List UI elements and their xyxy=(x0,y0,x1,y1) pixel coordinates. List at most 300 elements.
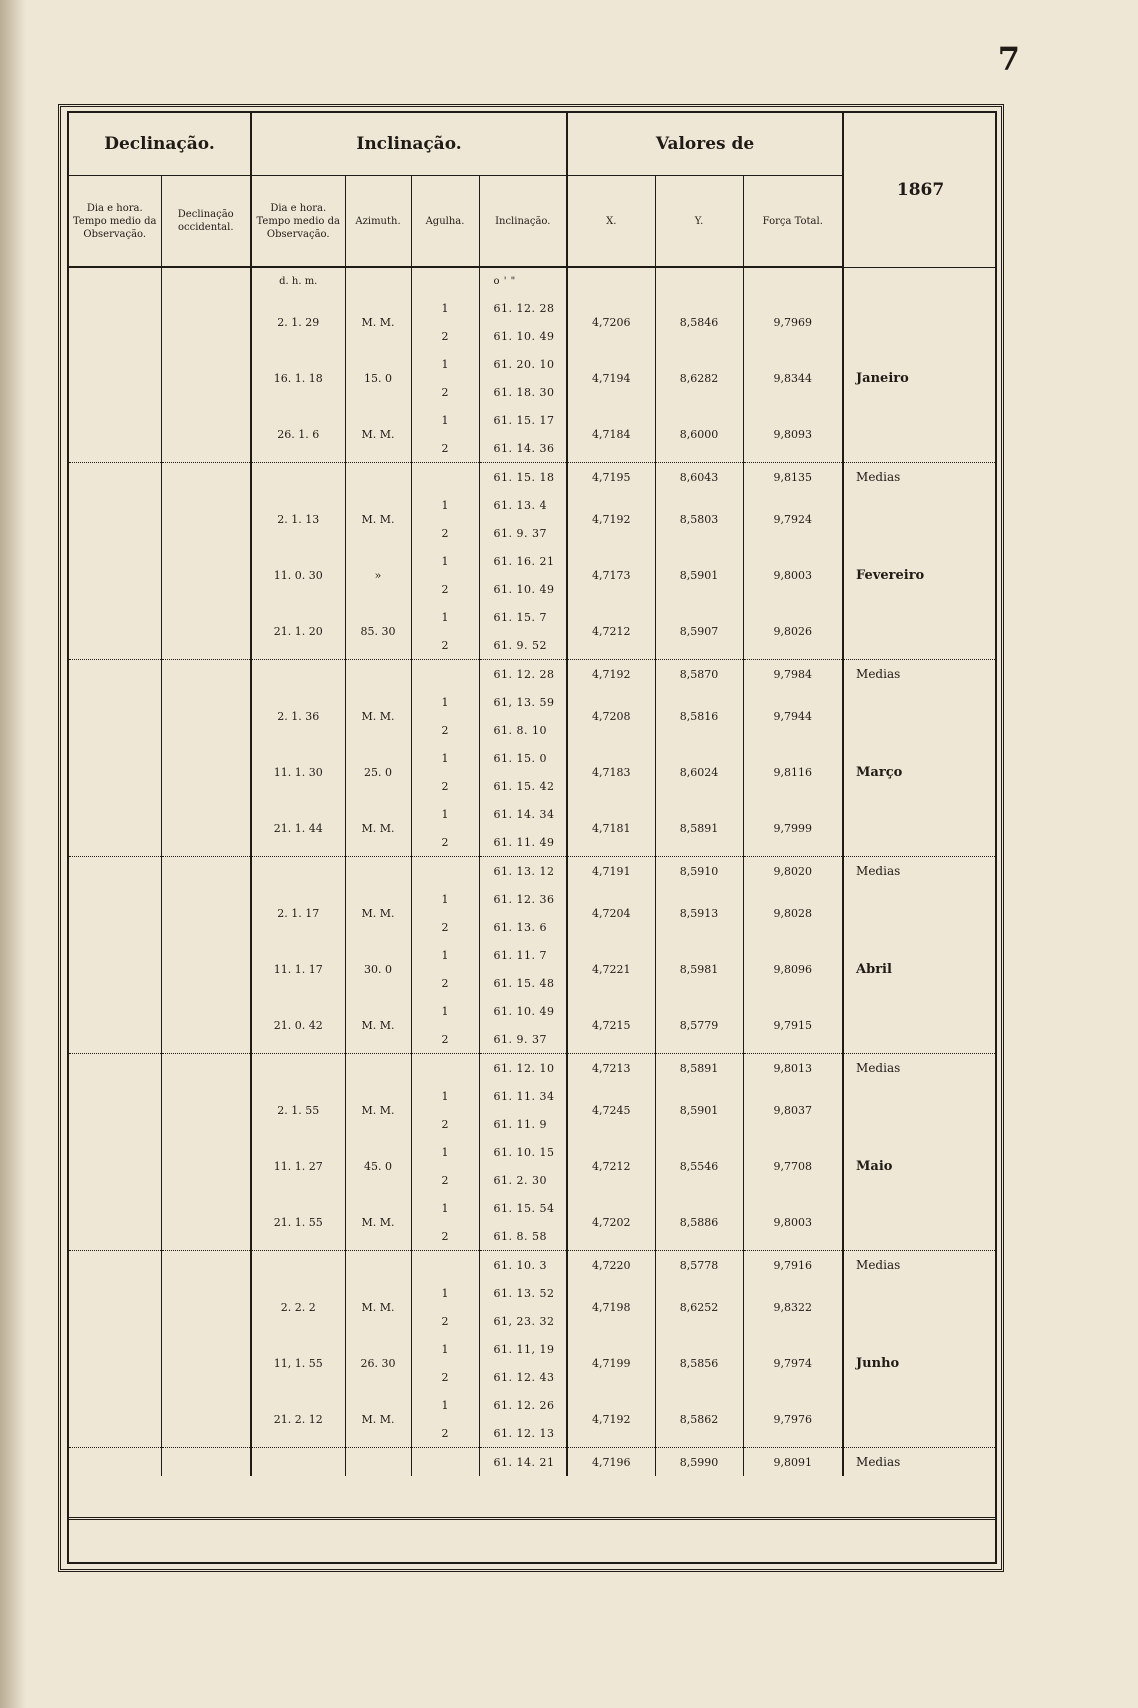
col-azimuth: Azimuth. xyxy=(345,176,411,268)
mean-blank xyxy=(251,463,345,492)
medias-label: Medias xyxy=(843,1251,997,1280)
medias-label: Medias xyxy=(843,463,997,492)
mean-blank xyxy=(251,1251,345,1280)
cell-inclinacao-1: 61. 15. 7 xyxy=(479,603,567,631)
cell-x: 4,7245 xyxy=(567,1082,655,1138)
cell-y: 8,6252 xyxy=(655,1279,743,1335)
cell-time: 21. 2. 12 xyxy=(251,1391,345,1448)
table-row xyxy=(69,1082,997,1110)
mean-y: 8,5870 xyxy=(655,660,743,689)
page-number: 7 xyxy=(997,40,1020,78)
cell-y: 8,6024 xyxy=(655,744,743,800)
cell-inclinacao-1: 61. 20. 10 xyxy=(479,350,567,378)
cell-y: 8,5856 xyxy=(655,1335,743,1391)
mean-blank xyxy=(251,1448,345,1477)
cell-agulha-1: 1 xyxy=(411,1082,479,1110)
table-row xyxy=(69,406,997,434)
col-inclinacao: Inclinação. xyxy=(479,176,567,268)
cell-azimuth: 45. 0 xyxy=(345,1138,411,1194)
cell-azimuth: M. M. xyxy=(345,800,411,857)
cell-inclinacao-2: 61. 15. 48 xyxy=(479,969,567,997)
cell-inclinacao-1: 61. 11, 19 xyxy=(479,1335,567,1363)
cell-time: 11. 1. 27 xyxy=(251,1138,345,1194)
col-agulha: Agulha. xyxy=(411,176,479,268)
mean-blank xyxy=(345,1448,411,1477)
cell-y: 8,5901 xyxy=(655,1082,743,1138)
cell-azimuth: M. M. xyxy=(345,688,411,744)
table-row xyxy=(69,941,997,969)
mean-y: 8,5910 xyxy=(655,857,743,886)
mean-blank xyxy=(161,1054,251,1083)
cell-declinacao xyxy=(161,350,251,406)
cell-inclinacao-1: 61. 15. 54 xyxy=(479,1194,567,1222)
cell-agulha-2: 2 xyxy=(411,322,479,350)
cell-azimuth: M. M. xyxy=(345,997,411,1054)
medias-label: Medias xyxy=(843,1054,997,1083)
cell-inclinacao-2: 61. 8. 58 xyxy=(479,1222,567,1251)
mean-x: 4,7196 xyxy=(567,1448,655,1477)
mean-blank xyxy=(411,660,479,689)
mean-y: 8,5990 xyxy=(655,1448,743,1477)
cell-declinacao xyxy=(161,941,251,997)
mean-x: 4,7191 xyxy=(567,857,655,886)
mean-blank xyxy=(251,1054,345,1083)
cell-y: 8,5846 xyxy=(655,294,743,350)
cell-agulha-1: 1 xyxy=(411,1194,479,1222)
cell-time: 11. 1. 30 xyxy=(251,744,345,800)
page-edge-shadow xyxy=(0,0,26,1708)
mean-forca-total: 9,8013 xyxy=(743,1054,843,1083)
cell-x: 4,7192 xyxy=(567,491,655,547)
cell-dia-hora-1 xyxy=(69,1194,161,1251)
cell-inclinacao-1: 61. 16. 21 xyxy=(479,547,567,575)
mean-blank xyxy=(69,463,161,492)
cell-declinacao xyxy=(161,1335,251,1391)
cell-x: 4,7202 xyxy=(567,1194,655,1251)
cell-forca-total: 9,7944 xyxy=(743,688,843,744)
cell-inclinacao-2: 61. 2. 30 xyxy=(479,1166,567,1194)
cell-forca-total: 9,8344 xyxy=(743,350,843,406)
mean-y: 8,5778 xyxy=(655,1251,743,1280)
cell-inclinacao-2: 61. 11. 9 xyxy=(479,1110,567,1138)
cell-agulha-1: 1 xyxy=(411,603,479,631)
cell-forca-total: 9,8028 xyxy=(743,885,843,941)
cell-forca-total: 9,8096 xyxy=(743,941,843,997)
cell-azimuth: M. M. xyxy=(345,491,411,547)
cell-declinacao xyxy=(161,491,251,547)
cell-azimuth: M. M. xyxy=(345,1194,411,1251)
cell-y: 8,6000 xyxy=(655,406,743,463)
cell-agulha-2: 2 xyxy=(411,913,479,941)
cell-forca-total: 9,8003 xyxy=(743,547,843,603)
mean-blank xyxy=(69,1251,161,1280)
table-row xyxy=(69,350,997,378)
cell-agulha-1: 1 xyxy=(411,800,479,828)
year-header: 1867 xyxy=(843,113,997,267)
cell-agulha-1: 1 xyxy=(411,688,479,716)
cell-inclinacao-1: 61. 12. 28 xyxy=(479,294,567,322)
cell-dia-hora-1 xyxy=(69,547,161,603)
cell-forca-total: 9,7976 xyxy=(743,1391,843,1448)
cell-time: 21. 0. 42 xyxy=(251,997,345,1054)
mean-blank xyxy=(69,857,161,886)
cell-agulha-2: 2 xyxy=(411,1222,479,1251)
cell-dia-hora-1 xyxy=(69,603,161,660)
cell-inclinacao-1: 61. 12. 26 xyxy=(479,1391,567,1419)
cell-inclinacao-2: 61. 15. 42 xyxy=(479,772,567,800)
mean-row xyxy=(69,1448,997,1477)
cell-y: 8,5779 xyxy=(655,997,743,1054)
mean-row xyxy=(69,1251,997,1280)
angle-units: o ' " xyxy=(479,267,567,294)
month-spacer xyxy=(843,800,997,857)
cell-forca-total: 9,7999 xyxy=(743,800,843,857)
cell-declinacao xyxy=(161,800,251,857)
cell-inclinacao-1: 61. 14. 34 xyxy=(479,800,567,828)
cell-inclinacao-1: 61. 13. 52 xyxy=(479,1279,567,1307)
cell-x: 4,7212 xyxy=(567,603,655,660)
cell-inclinacao-1: 61. 11. 7 xyxy=(479,941,567,969)
mean-y: 8,5891 xyxy=(655,1054,743,1083)
cell-time: 11, 1. 55 xyxy=(251,1335,345,1391)
table-row xyxy=(69,294,997,322)
mean-blank xyxy=(69,1054,161,1083)
month-spacer xyxy=(843,603,997,660)
table-row xyxy=(69,1138,997,1166)
magnetic-observations-table xyxy=(69,113,997,1476)
cell-declinacao xyxy=(161,603,251,660)
cell-time: 21. 1. 20 xyxy=(251,603,345,660)
cell-forca-total: 9,8093 xyxy=(743,406,843,463)
table-row xyxy=(69,1194,997,1222)
cell-x: 4,7208 xyxy=(567,688,655,744)
mean-inclinacao: 61. 12. 28 xyxy=(479,660,567,689)
table-frame xyxy=(58,104,1004,1572)
mean-inclinacao: 61. 12. 10 xyxy=(479,1054,567,1083)
table-row xyxy=(69,800,997,828)
mean-blank xyxy=(411,857,479,886)
inclinacao-group-header: Inclinação. xyxy=(251,113,567,176)
cell-forca-total: 9,8037 xyxy=(743,1082,843,1138)
cell-dia-hora-1 xyxy=(69,885,161,941)
col-dia-hora-2: Dia e hora. Tempo medio da Observação. xyxy=(251,176,345,268)
cell-azimuth: 25. 0 xyxy=(345,744,411,800)
cell-inclinacao-2: 61. 10. 49 xyxy=(479,322,567,350)
table-row xyxy=(69,1279,997,1307)
table-row xyxy=(69,547,997,575)
cell-azimuth: M. M. xyxy=(345,294,411,350)
cell-x: 4,7199 xyxy=(567,1335,655,1391)
cell-dia-hora-1 xyxy=(69,800,161,857)
month-label: Janeiro xyxy=(856,370,909,386)
cell-forca-total: 9,7924 xyxy=(743,491,843,547)
cell-forca-total: 9,8026 xyxy=(743,603,843,660)
mean-blank xyxy=(69,660,161,689)
cell-forca-total: 9,7708 xyxy=(743,1138,843,1194)
cell-x: 4,7194 xyxy=(567,350,655,406)
mean-forca-total: 9,7984 xyxy=(743,660,843,689)
cell-inclinacao-2: 61. 9. 37 xyxy=(479,519,567,547)
cell-inclinacao-1: 61, 13. 59 xyxy=(479,688,567,716)
cell-inclinacao-2: 61. 12. 13 xyxy=(479,1419,567,1448)
cell-agulha-1: 1 xyxy=(411,1279,479,1307)
cell-dia-hora-1 xyxy=(69,1138,161,1194)
cell-agulha-1: 1 xyxy=(411,406,479,434)
cell-azimuth: 15. 0 xyxy=(345,350,411,406)
mean-blank xyxy=(411,1054,479,1083)
cell-declinacao xyxy=(161,1138,251,1194)
cell-inclinacao-2: 61. 14. 36 xyxy=(479,434,567,463)
cell-azimuth: M. M. xyxy=(345,1391,411,1448)
cell-time: 26. 1. 6 xyxy=(251,406,345,463)
cell-y: 8,5981 xyxy=(655,941,743,997)
valores-group-header: Valores de xyxy=(567,113,843,176)
cell-y: 8,5803 xyxy=(655,491,743,547)
cell-azimuth: » xyxy=(345,547,411,603)
cell-time: 11. 0. 30 xyxy=(251,547,345,603)
cell-inclinacao-1: 61. 10. 49 xyxy=(479,997,567,1025)
cell-inclinacao-2: 61. 9. 37 xyxy=(479,1025,567,1054)
table-row xyxy=(69,491,997,519)
table-row xyxy=(69,1391,997,1419)
table-row xyxy=(69,1335,997,1363)
cell-time: 2. 1. 55 xyxy=(251,1082,345,1138)
col-declinacao-occidental: Declinação occidental. xyxy=(161,176,251,268)
month-spacer xyxy=(843,688,997,744)
mean-row xyxy=(69,857,997,886)
table-row xyxy=(69,603,997,631)
cell-inclinacao-2: 61, 23. 32 xyxy=(479,1307,567,1335)
cell-y: 8,5816 xyxy=(655,688,743,744)
month-spacer xyxy=(843,1391,997,1448)
cell-x: 4,7198 xyxy=(567,1279,655,1335)
cell-dia-hora-1 xyxy=(69,406,161,463)
cell-dia-hora-1 xyxy=(69,294,161,350)
cell-time: 2. 1. 17 xyxy=(251,885,345,941)
cell-forca-total: 9,7969 xyxy=(743,294,843,350)
cell-declinacao xyxy=(161,744,251,800)
cell-agulha-1: 1 xyxy=(411,885,479,913)
mean-blank xyxy=(345,857,411,886)
mean-blank xyxy=(251,857,345,886)
cell-time: 2. 1. 13 xyxy=(251,491,345,547)
cell-agulha-2: 2 xyxy=(411,1166,479,1194)
cell-inclinacao-2: 61. 11. 49 xyxy=(479,828,567,857)
cell-inclinacao-2: 61. 13. 6 xyxy=(479,913,567,941)
month-spacer xyxy=(843,1279,997,1335)
mean-blank xyxy=(161,857,251,886)
table-row xyxy=(69,997,997,1025)
cell-azimuth: M. M. xyxy=(345,1279,411,1335)
cell-forca-total: 9,8116 xyxy=(743,744,843,800)
cell-time: 2. 1. 29 xyxy=(251,294,345,350)
mean-blank xyxy=(161,463,251,492)
cell-inclinacao-1: 61. 13. 4 xyxy=(479,491,567,519)
cell-agulha-1: 1 xyxy=(411,1138,479,1166)
cell-agulha-1: 1 xyxy=(411,1335,479,1363)
cell-azimuth: 30. 0 xyxy=(345,941,411,997)
col-x: X. xyxy=(567,176,655,268)
mean-inclinacao: 61. 14. 21 xyxy=(479,1448,567,1477)
cell-agulha-2: 2 xyxy=(411,575,479,603)
cell-inclinacao-2: 61. 18. 30 xyxy=(479,378,567,406)
month-label: Maio xyxy=(856,1158,893,1174)
mean-x: 4,7192 xyxy=(567,660,655,689)
medias-label: Medias xyxy=(843,1448,997,1477)
cell-inclinacao-2: 61. 9. 52 xyxy=(479,631,567,660)
cell-y: 8,5891 xyxy=(655,800,743,857)
cell-agulha-1: 1 xyxy=(411,1391,479,1419)
cell-agulha-2: 2 xyxy=(411,519,479,547)
cell-azimuth: M. M. xyxy=(345,406,411,463)
cell-x: 4,7173 xyxy=(567,547,655,603)
cell-inclinacao-2: 61. 12. 43 xyxy=(479,1363,567,1391)
cell-agulha-2: 2 xyxy=(411,1307,479,1335)
cell-y: 8,5913 xyxy=(655,885,743,941)
table-row xyxy=(69,688,997,716)
mean-blank xyxy=(345,1251,411,1280)
mean-x: 4,7213 xyxy=(567,1054,655,1083)
cell-agulha-2: 2 xyxy=(411,828,479,857)
table-body xyxy=(69,267,997,1476)
mean-row xyxy=(69,1054,997,1083)
cell-x: 4,7181 xyxy=(567,800,655,857)
cell-agulha-1: 1 xyxy=(411,997,479,1025)
month-spacer xyxy=(843,1082,997,1138)
mean-row xyxy=(69,463,997,492)
cell-declinacao xyxy=(161,885,251,941)
cell-x: 4,7221 xyxy=(567,941,655,997)
cell-y: 8,5862 xyxy=(655,1391,743,1448)
cell-dia-hora-1 xyxy=(69,997,161,1054)
cell-agulha-2: 2 xyxy=(411,631,479,660)
mean-blank xyxy=(161,1251,251,1280)
cell-declinacao xyxy=(161,1391,251,1448)
cell-inclinacao-2: 61. 8. 10 xyxy=(479,716,567,744)
cell-dia-hora-1 xyxy=(69,1082,161,1138)
cell-declinacao xyxy=(161,688,251,744)
cell-declinacao xyxy=(161,1279,251,1335)
mean-blank xyxy=(161,660,251,689)
mean-x: 4,7195 xyxy=(567,463,655,492)
cell-agulha-2: 2 xyxy=(411,378,479,406)
medias-label: Medias xyxy=(843,660,997,689)
mean-blank xyxy=(345,463,411,492)
cell-time: 2. 2. 2 xyxy=(251,1279,345,1335)
mean-blank xyxy=(411,463,479,492)
cell-forca-total: 9,8322 xyxy=(743,1279,843,1335)
cell-azimuth: 85. 30 xyxy=(345,603,411,660)
cell-y: 8,5546 xyxy=(655,1138,743,1194)
cell-declinacao xyxy=(161,294,251,350)
cell-declinacao xyxy=(161,406,251,463)
cell-agulha-2: 2 xyxy=(411,1419,479,1448)
cell-time: 11. 1. 17 xyxy=(251,941,345,997)
cell-forca-total: 9,7915 xyxy=(743,997,843,1054)
cell-x: 4,7212 xyxy=(567,1138,655,1194)
mean-blank xyxy=(345,660,411,689)
cell-agulha-2: 2 xyxy=(411,1363,479,1391)
month-spacer xyxy=(843,491,997,547)
cell-inclinacao-1: 61. 10. 15 xyxy=(479,1138,567,1166)
medias-label: Medias xyxy=(843,857,997,886)
cell-azimuth: 26. 30 xyxy=(345,1335,411,1391)
cell-declinacao xyxy=(161,1082,251,1138)
cell-dia-hora-1 xyxy=(69,350,161,406)
month-spacer xyxy=(843,885,997,941)
cell-forca-total: 9,8003 xyxy=(743,1194,843,1251)
month-label: Março xyxy=(856,764,903,780)
cell-agulha-1: 1 xyxy=(411,547,479,575)
cell-agulha-2: 2 xyxy=(411,772,479,800)
cell-agulha-2: 2 xyxy=(411,716,479,744)
units-row xyxy=(69,267,997,294)
declinacao-group-header: Declinação. xyxy=(69,113,251,176)
table-row xyxy=(69,744,997,772)
cell-agulha-1: 1 xyxy=(411,294,479,322)
time-units: d. h. m. xyxy=(251,267,345,294)
cell-forca-total: 9,7974 xyxy=(743,1335,843,1391)
cell-x: 4,7206 xyxy=(567,294,655,350)
cell-declinacao xyxy=(161,547,251,603)
cell-inclinacao-1: 61. 11. 34 xyxy=(479,1082,567,1110)
cell-dia-hora-1 xyxy=(69,491,161,547)
month-spacer xyxy=(843,1194,997,1251)
cell-dia-hora-1 xyxy=(69,688,161,744)
cell-inclinacao-1: 61. 12. 36 xyxy=(479,885,567,913)
cell-dia-hora-1 xyxy=(69,1391,161,1448)
cell-dia-hora-1 xyxy=(69,744,161,800)
cell-agulha-2: 2 xyxy=(411,1025,479,1054)
cell-y: 8,5886 xyxy=(655,1194,743,1251)
mean-forca-total: 9,8135 xyxy=(743,463,843,492)
bottom-rule xyxy=(69,1517,997,1520)
mean-blank xyxy=(345,1054,411,1083)
cell-agulha-2: 2 xyxy=(411,1110,479,1138)
month-spacer xyxy=(843,997,997,1054)
mean-forca-total: 9,8020 xyxy=(743,857,843,886)
col-dia-hora-1: Dia e hora. Tempo medio da Observação. xyxy=(69,176,161,268)
table-wrap xyxy=(69,113,997,1476)
cell-time: 16. 1. 18 xyxy=(251,350,345,406)
cell-inclinacao-2: 61. 10. 49 xyxy=(479,575,567,603)
cell-y: 8,5901 xyxy=(655,547,743,603)
month-label: Junho xyxy=(856,1355,900,1371)
cell-time: 21. 1. 44 xyxy=(251,800,345,857)
col-forca-total: Força Total. xyxy=(743,176,843,268)
mean-blank xyxy=(411,1251,479,1280)
cell-dia-hora-1 xyxy=(69,941,161,997)
mean-blank xyxy=(251,660,345,689)
cell-agulha-1: 1 xyxy=(411,491,479,519)
mean-blank xyxy=(411,1448,479,1477)
mean-forca-total: 9,7916 xyxy=(743,1251,843,1280)
mean-inclinacao: 61. 10. 3 xyxy=(479,1251,567,1280)
cell-agulha-1: 1 xyxy=(411,744,479,772)
cell-x: 4,7184 xyxy=(567,406,655,463)
cell-inclinacao-1: 61. 15. 17 xyxy=(479,406,567,434)
mean-inclinacao: 61. 13. 12 xyxy=(479,857,567,886)
cell-agulha-2: 2 xyxy=(411,969,479,997)
month-label: Abril xyxy=(856,961,892,977)
cell-y: 8,6282 xyxy=(655,350,743,406)
mean-inclinacao: 61. 15. 18 xyxy=(479,463,567,492)
mean-x: 4,7220 xyxy=(567,1251,655,1280)
cell-y: 8,5907 xyxy=(655,603,743,660)
month-spacer xyxy=(843,406,997,463)
month-spacer xyxy=(843,294,997,350)
cell-dia-hora-1 xyxy=(69,1335,161,1391)
